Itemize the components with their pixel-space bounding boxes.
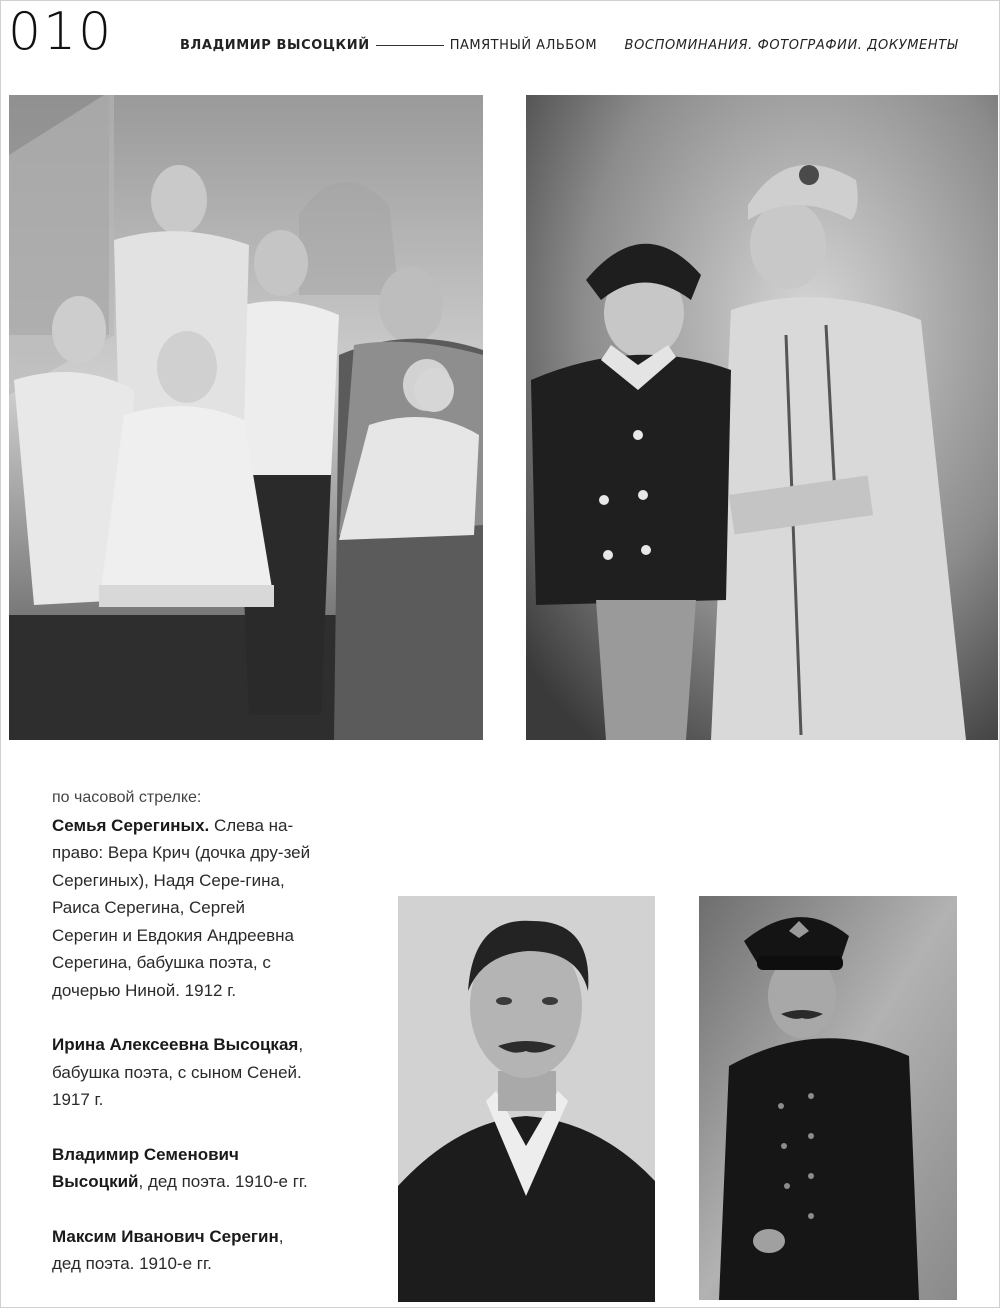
running-head <box>180 38 597 53</box>
photo-irina-vysotskaya-image <box>526 95 998 740</box>
caption-entry-text: , дед поэта. 1910-е гг. <box>138 1172 308 1191</box>
photo-seregin-family-image <box>9 95 483 740</box>
photo-maksim-seregin <box>699 896 957 1300</box>
caption-entry-text: Слева на-право: Вера Крич (дочка дру-зей Серегиных), Надя Сере-гина, Раиса Серегина, Сергей Серегин и Евдокия Андреевна Серегина, бабушка поэта, с дочерью Ниной. 1912 г. <box>52 815 311 1000</box>
caption-entry <box>52 1031 314 1114</box>
photo-caption <box>52 784 314 1305</box>
caption-entry <box>52 1223 314 1278</box>
caption-entry-text: , дед поэта. 1910-е гг. <box>52 1226 284 1273</box>
caption-entry-text: , бабушка поэта, с сыном Сеней. 1917 г. <box>52 1035 304 1109</box>
caption-entry <box>52 812 314 1005</box>
caption-entry-name: Максим Иванович Серегин <box>52 1226 279 1246</box>
header-rule <box>376 45 444 46</box>
photo-irina-vysotskaya <box>526 95 998 740</box>
caption-entry-name: Ирина Алексеевна Высоцкая <box>52 1035 299 1054</box>
photo-maksim-seregin-image <box>699 896 957 1300</box>
section-title: ВОСПОМИНАНИЯ. ФОТОГРАФИИ. ДОКУМЕНТЫ <box>624 38 958 53</box>
caption-lead: по часовой стрелке: <box>52 789 202 806</box>
caption-entry <box>52 1141 314 1196</box>
author-name: ВЛАДИМИР ВЫСОЦКИЙ <box>180 38 370 53</box>
photo-vladimir-vysotsky-grandfather <box>398 896 655 1302</box>
page-number: 010 <box>8 2 114 62</box>
photo-seregin-family <box>9 95 483 740</box>
caption-entry-name: Семья Серегиных. <box>52 815 210 835</box>
photo-vladimir-vysotsky-grandfather-image <box>398 896 655 1302</box>
book-title: ПАМЯТНЫЙ АЛЬБОМ <box>449 38 598 53</box>
caption-entry-name: Владимир Семенович Высоцкий <box>52 1144 239 1191</box>
